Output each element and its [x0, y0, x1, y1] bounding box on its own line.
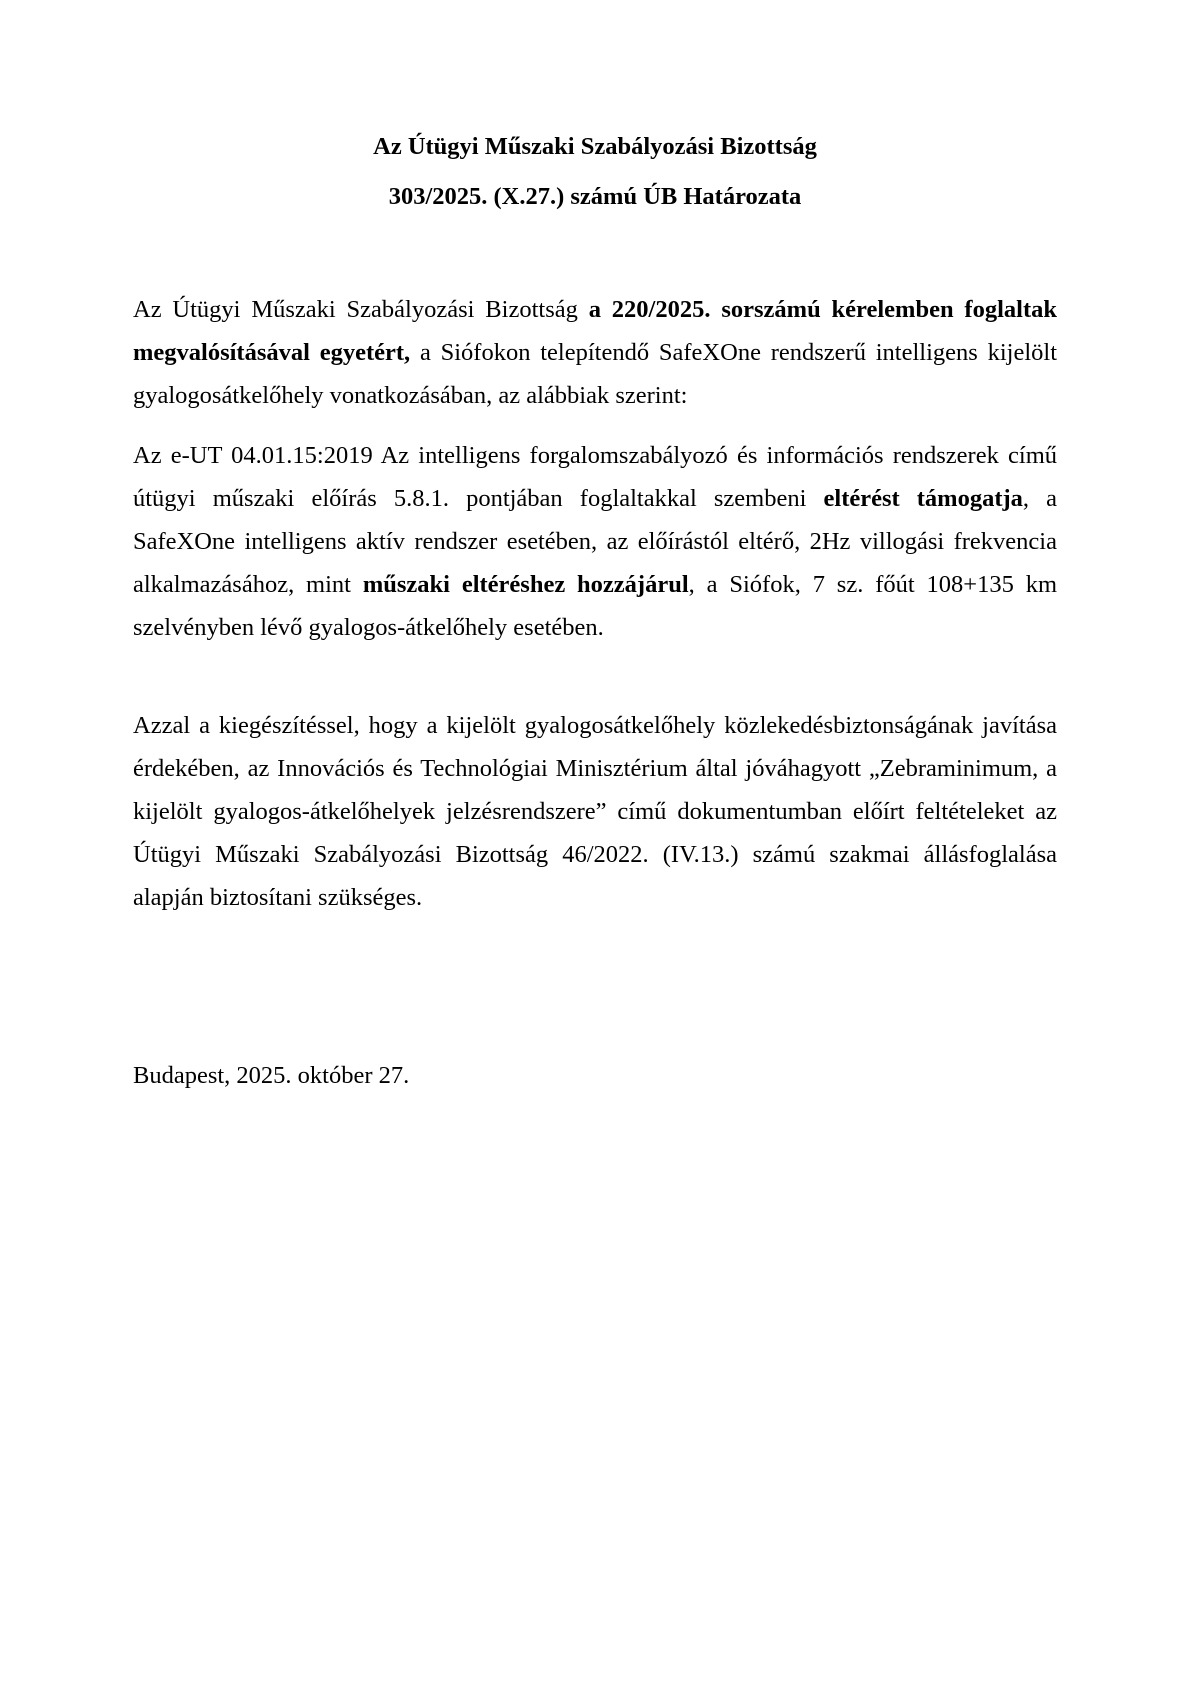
paragraph-2-run-1: Az e-UT 04.01.15:2019 Az intelligens forgalomszabályozó és információs rendszerek című útügyi műszaki előírás 5.8.1. pontjában foglaltakkal szembeni — [133, 442, 1057, 512]
paragraph-3 — [133, 704, 1057, 919]
paragraph-2-run-5: , a Siófok, 7 sz. főút 108+135 km szelvényben lévő gyalogos-átkelőhely esetében. — [133, 571, 1058, 641]
paragraph-3-run-1: Azzal a kiegészítéssel, hogy a kijelölt gyalogosátkelőhely közlekedésbiztonságának javítása érdekében, az Innovációs és Technológiai Minisztérium által jóváhagyott „Zebraminimum, a kijelölt gyalogos-átkelőhelyek jelzésrendszere” című dokumentumban előírt feltételeket az Útügyi Műszaki Szabályozási Bizottság 46/2022. (IV.13.) számú szakmai állásfoglalása alapján biztosítani szükséges. — [133, 712, 1057, 911]
paragraph-2-run-3: , a SafeXOne intelligens aktív rendszer esetében, az előírástól eltérő, 2Hz villogási frekvencia alkalmazásához, mint — [133, 485, 1058, 598]
paragraph-1 — [133, 288, 1057, 417]
paragraph-1-run-3: a Siófokon telepítendő SafeXOne rendszerű intelligens kijelölt gyalogosátkelőhely vonatkozásában, az alábbiak szerint: — [133, 339, 1058, 409]
document-title-line-2: 303/2025. (X.27.) számú ÚB Határozata — [388, 183, 802, 210]
paragraph-1-run-1: Az Útügyi Műszaki Szabályozási Bizottság — [133, 296, 589, 323]
paragraph-2 — [133, 434, 1057, 649]
paragraph-2-run-4-bold: műszaki eltéréshez hozzájárul — [362, 571, 689, 598]
paragraph-2-run-2-bold: eltérést támogatja — [823, 485, 1023, 512]
document-title-line-1: Az Útügyi Műszaki Szabályozási Bizottság — [373, 133, 817, 160]
paragraph-1-run-2-bold: a 220/2025. sorszámú kérelemben foglaltak megvalósításával egyetért, — [133, 296, 1057, 366]
date-line: Budapest, 2025. október 27. — [133, 1062, 410, 1089]
